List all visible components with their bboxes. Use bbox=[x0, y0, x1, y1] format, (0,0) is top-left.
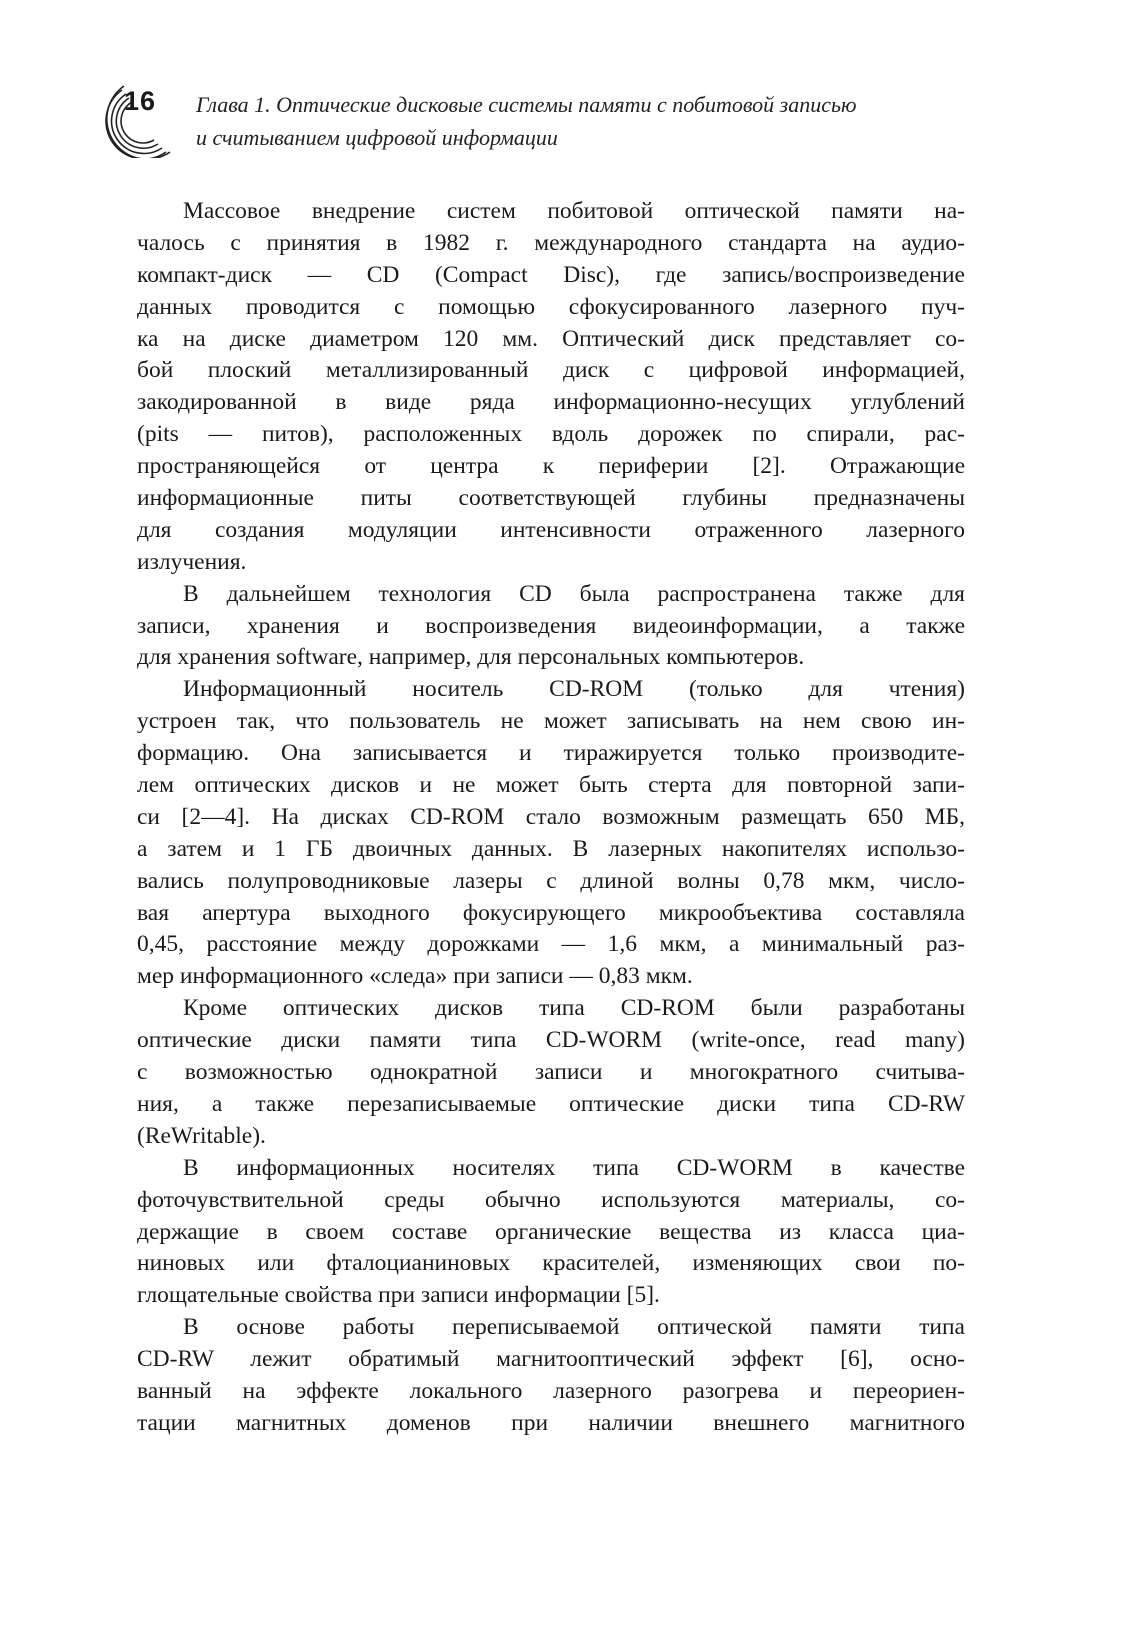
paragraph bbox=[137, 579, 965, 675]
text-line: а затем и 1 ГБ двоичных данных. В лазерных накопителях использо- bbox=[137, 835, 965, 862]
text-line: Массовое внедрение систем побитовой оптической памяти на- bbox=[183, 198, 965, 224]
running-title-line: и считыванием цифровой информации bbox=[196, 125, 558, 150]
text-line: излучения. bbox=[137, 548, 247, 575]
text-line: лем оптических дисков и не может быть стерта для повторной запи- bbox=[137, 772, 965, 799]
text-line: 0,45, расстояние между дорожками — 1,6 мкм, а минимальный раз- bbox=[137, 931, 965, 958]
text-line: тации магнитных доменов при наличии внешнего магнитного bbox=[137, 1409, 965, 1436]
text-line: записи, хранения и воспроизведения видеоинформации, а также bbox=[137, 612, 965, 639]
text-line: мер информационного «следа» при записи — 0,83 мкм. bbox=[137, 963, 693, 990]
text-line: глощательные свойства при записи информации [5]. bbox=[137, 1282, 660, 1309]
text-line: ния, а также перезаписываемые оптические диски типа CD-RW bbox=[137, 1090, 965, 1117]
text-line: оптические диски памяти типа CD-WORM (write-once, read many) bbox=[137, 1027, 965, 1054]
page-number: 16 bbox=[124, 86, 157, 116]
running-title bbox=[196, 88, 857, 154]
body-text bbox=[137, 196, 965, 1440]
text-line: CD-RW лежит обратимый магнитооптический эффект [6], осно- bbox=[137, 1346, 965, 1373]
text-line: устроен так, что пользователь не может записывать на нем свою ин- bbox=[137, 708, 965, 735]
text-line: ванный на эффекте локального лазерного разогрева и переориен- bbox=[137, 1377, 965, 1404]
text-line: компакт-диск — CD (Compact Disc), где запись/воспроизведение bbox=[137, 261, 965, 288]
text-line: закодированной в виде ряда информационно-несущих углублений bbox=[137, 389, 965, 416]
text-line: держащие в своем составе органические вещества из класса циа- bbox=[137, 1218, 965, 1245]
text-line: для хранения software, например, для персональных компьютеров. bbox=[137, 644, 805, 671]
text-line: вались полупроводниковые лазеры с длиной волны 0,78 мкм, число- bbox=[137, 867, 965, 894]
text-line: си [2—4]. На дисках CD-ROM стало возможным размещать 650 МБ, bbox=[137, 803, 965, 830]
text-line: бой плоский металлизированный диск с цифровой информацией, bbox=[137, 357, 965, 384]
text-line: с возможностью однократной записи и многократного считыва- bbox=[137, 1059, 965, 1086]
text-line: В информационных носителях типа CD-WORM в качестве bbox=[183, 1154, 965, 1181]
text-line: чалось с принятия в 1982 г. международного стандарта на аудио- bbox=[137, 229, 965, 256]
text-line: В дальнейшем технология CD была распространена также для bbox=[183, 580, 965, 607]
text-line: (ReWritable). bbox=[137, 1122, 266, 1149]
running-title-line: Глава 1. Оптические дисковые системы памяти с побитовой записью bbox=[196, 92, 857, 117]
paragraph bbox=[137, 993, 965, 1152]
text-line: ка на диске диаметром 120 мм. Оптический диск представляет со- bbox=[137, 325, 965, 352]
text-line: пространяющейся от центра к периферии [2]. Отражающие bbox=[137, 453, 965, 480]
text-line: вая апертура выходного фокусирующего микрообъектива составляла bbox=[137, 899, 965, 926]
text-line: фоточувствительной среды обычно используются материалы, со- bbox=[137, 1186, 965, 1213]
text-line: данных проводится с помощью сфокусированного лазерного пуч- bbox=[137, 293, 965, 320]
text-line: ниновых или фталоцианиновых красителей, изменяющих свои по- bbox=[137, 1250, 965, 1277]
text-line: для создания модуляции интенсивности отраженного лазерного bbox=[137, 516, 965, 543]
text-line: Информационный носитель CD-ROM (только для чтения) bbox=[183, 676, 965, 703]
text-line: В основе работы переписываемой оптической памяти типа bbox=[183, 1314, 965, 1341]
text-line: Кроме оптических дисков типа CD-ROM были разработаны bbox=[183, 995, 965, 1022]
text-line: информационные питы соответствующей глубины предназначены bbox=[137, 485, 965, 512]
paragraph bbox=[137, 1153, 965, 1312]
text-line: формацию. Она записывается и тиражируется только производите- bbox=[137, 740, 965, 767]
paragraph bbox=[137, 196, 965, 579]
paragraph bbox=[137, 674, 965, 993]
text-line: (pits — питов), расположенных вдоль дорожек по спирали, рас- bbox=[137, 421, 965, 448]
paragraph bbox=[137, 1312, 965, 1440]
